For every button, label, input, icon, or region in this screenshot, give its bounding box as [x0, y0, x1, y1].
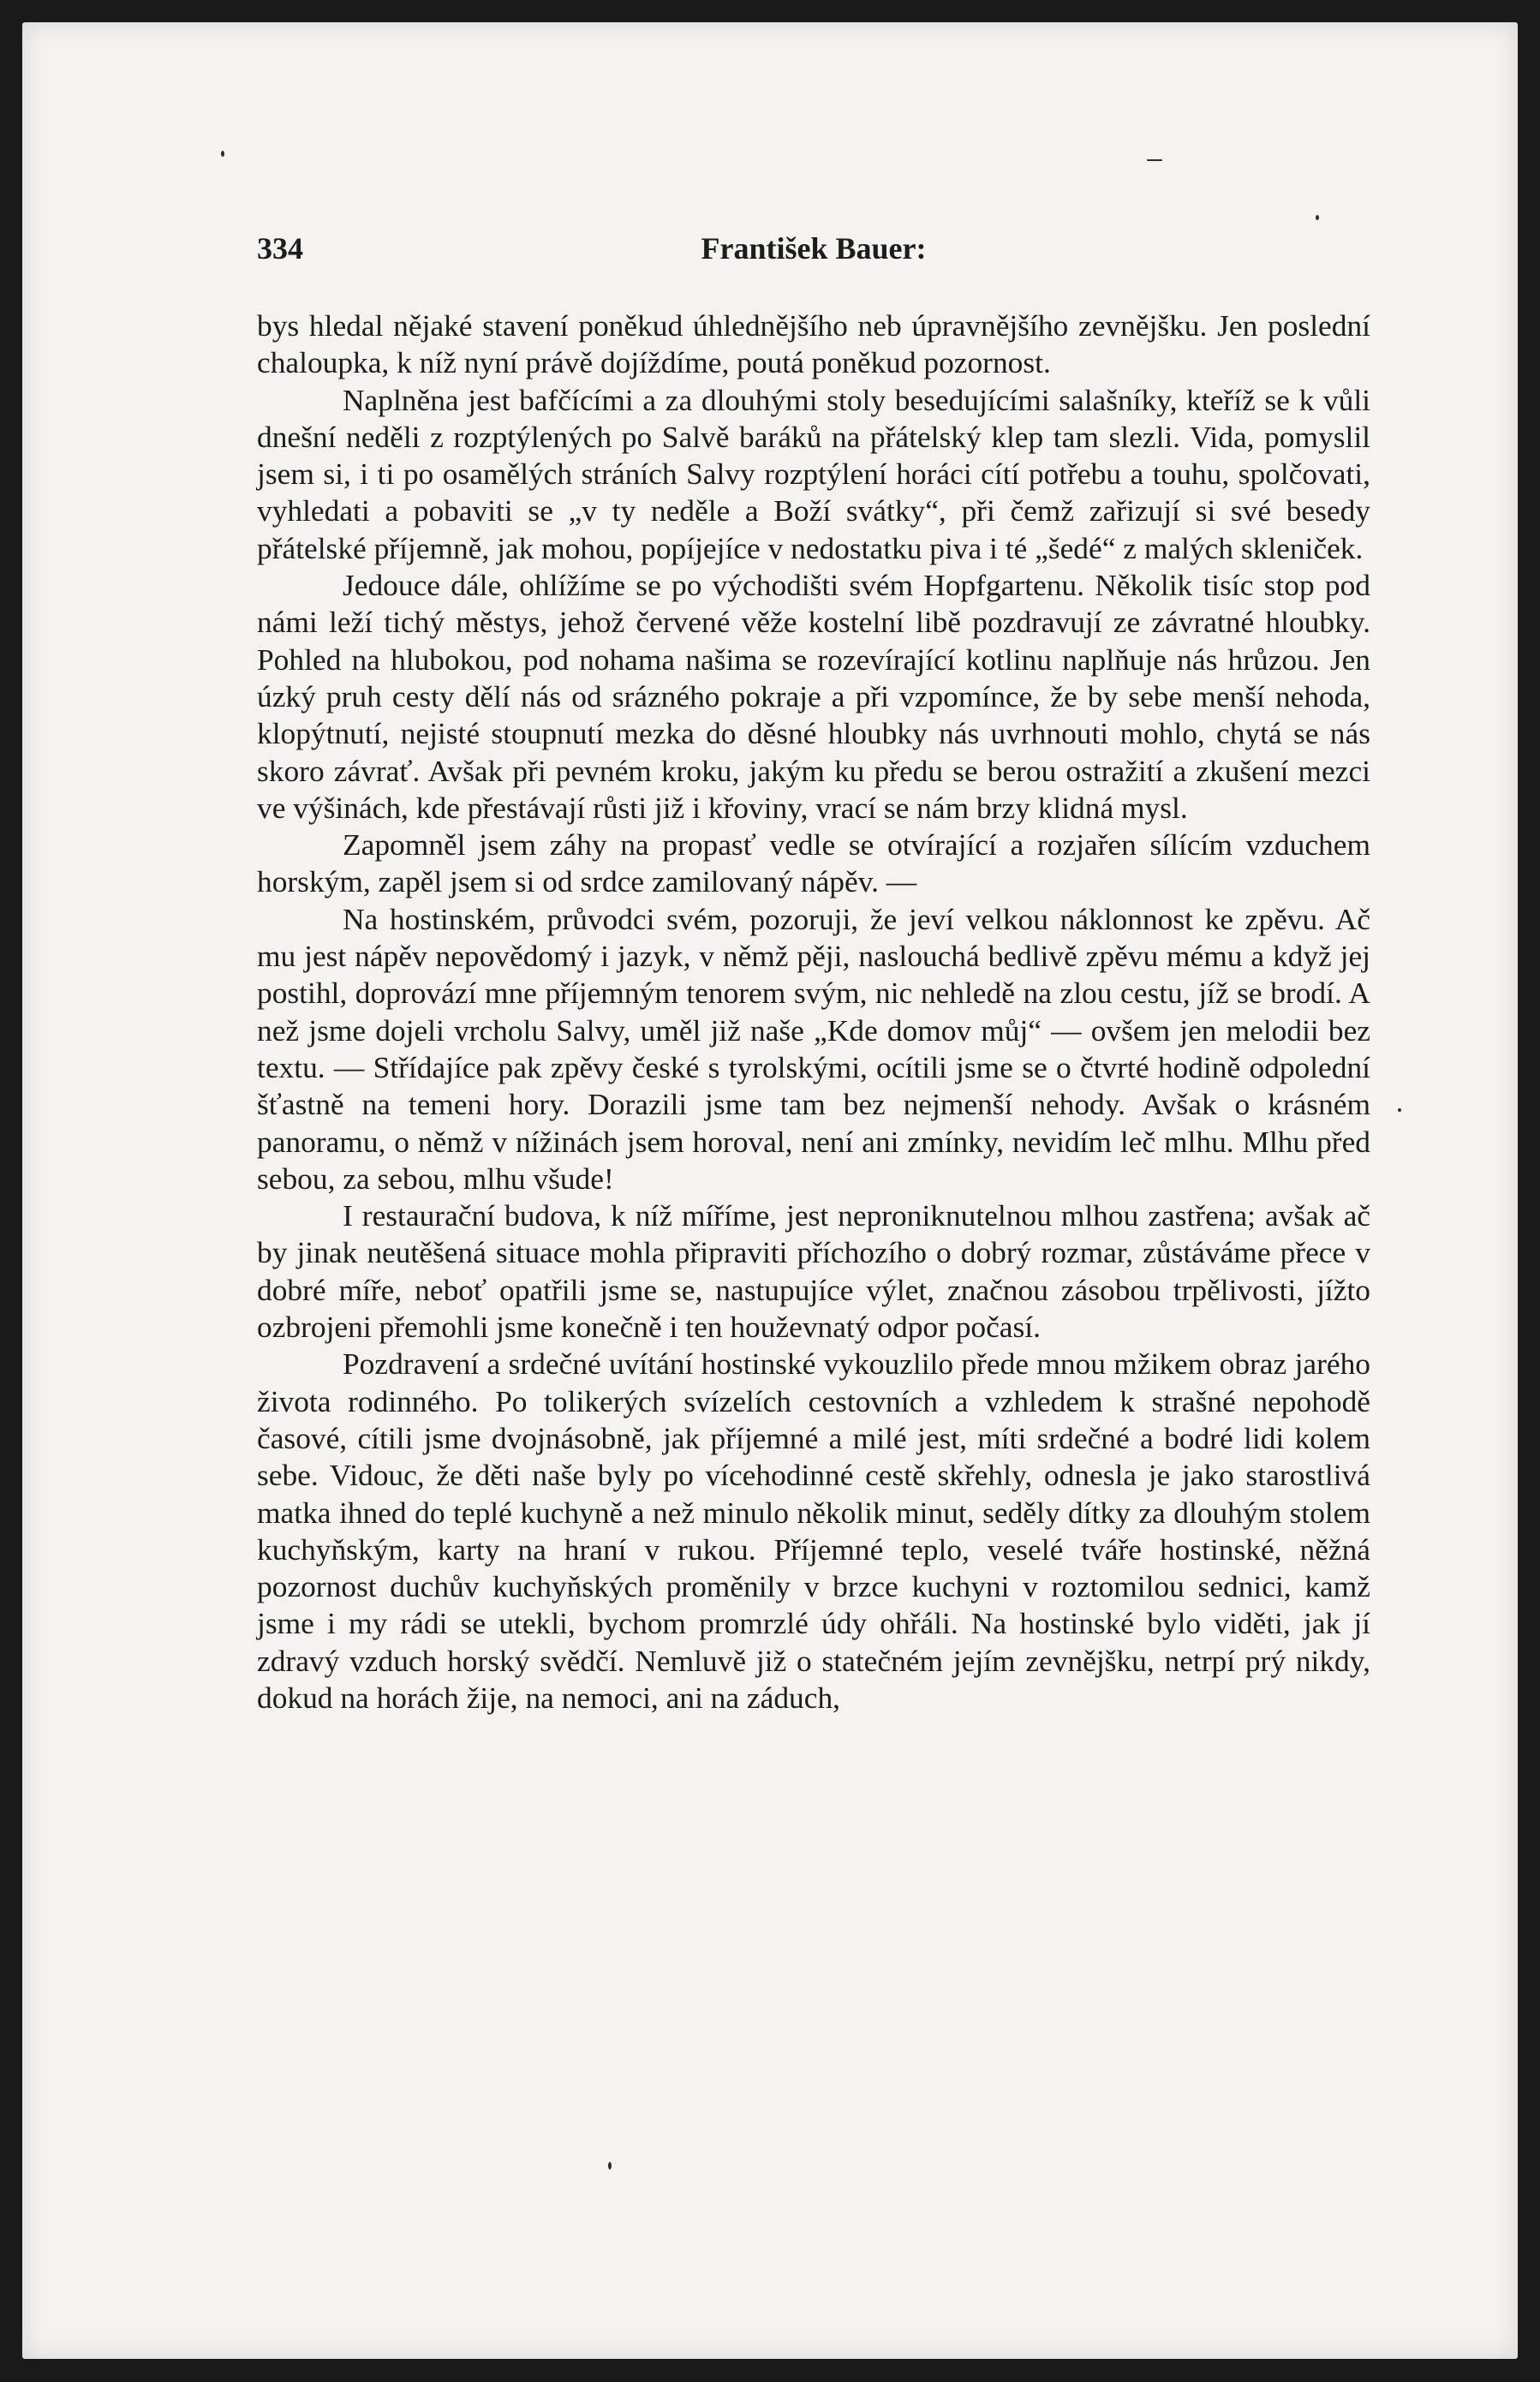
- scan-speck: [608, 2162, 612, 2170]
- scan-speck: [1398, 1108, 1401, 1112]
- scan-speck: [1147, 159, 1162, 161]
- paragraph-2: Naplněna jest bafčícími a za dlouhými stoly besedujícími salašníky, kteříž se k vůli dnešní neděli z rozptýlených po Salvě baráků na přátelský klep tam slezli. Vida, pomyslil jsem si, i ti po osamělých stráních Salvy rozptýlení horáci cítí potřebu a touhu, spolčovati, vyhledati a pobaviti se „v ty neděle a Boží svátky“, při čemž zařizují si své besedy přátelské příjemně, jak mohou, popíjejíce v nedostatku piva i té „šedé“ z malých skleniček.: [257, 382, 1370, 565]
- running-head: [257, 230, 1370, 273]
- running-title: František Bauer:: [701, 231, 927, 266]
- scan-speck: [221, 151, 224, 157]
- paragraph-4: Zapomněl jsem záhy na propasť vedle se otvírající a rozjařen sílícím vzduchem horským, zapěl jsem si od srdce zamilovaný nápěv. —: [257, 827, 1370, 899]
- scan-speck: [1316, 215, 1319, 220]
- paragraph-7: Pozdravení a srdečné uvítání hostinské vykouzlilo přede mnou mžikem obraz jarého života rodinného. Po tolikerých svízelích cestovních a vzhledem k strašné nepohodě časové, cítili jsme dvojnásobně, jak příjemné a milé jest, míti srdečné a bodré lidi kolem sebe. Vidouc, že děti naše byly po vícehodinné cestě skřehly, odnesla je jako starostlivá matka ihned do teplé kuchyně a než minulo několik minut, seděly dítky za dlouhým stolem kuchyňským, karty na hraní v rukou. Příjemné teplo, veselé tváře hostinské, něžná pozornost duchův kuchyňských proměnily v brzce kuchyni v roztomilou sednici, kamž jsme i my rádi se utekli, bychom promrzlé údy ohřáli. Na hostinské bylo viděti, jak jí zdravý vzduch horský svědčí. Nemluvě již o statečném jejím zevnějšku, netrpí prý nikdy, dokud na horách žije, na nemoci, ani na záduch,: [257, 1346, 1370, 1715]
- body-text: [257, 307, 1370, 1716]
- page-number: 334: [257, 231, 303, 266]
- paragraph-1: bys hledal nějaké stavení poněkud úhlednějšího neb úpravnějšího zevnějšku. Jen poslední chaloupka, k níž nyní právě dojíždíme, poutá poněkud pozornost.: [257, 308, 1370, 380]
- paragraph-3: Jedouce dále, ohlížíme se po východišti svém Hopfgartenu. Několik tisíc stop pod námi leží tichý městys, jehož červené věže kostelní libě pozdravují ze závratné hloubky. Pohled na hlubokou, pod nohama našima se rozevírající kotlinu naplňuje nás hrůzou. Jen úzký pruh cesty dělí nás od srázného pokraje a při vzpomínce, že by sebe menší nehoda, klopýtnutí, nejisté stoupnutí mezka do děsné hloubky nás uvrhnouti mohlo, chytá se nás skoro závrať. Avšak při pevném kroku, jakým ku předu se berou ostražití a zkušení mezci ve výšinách, kde přestávají růsti již i křoviny, vrací se nám brzy klidná mysl.: [257, 568, 1370, 825]
- paragraph-5: Na hostinském, průvodci svém, pozoruji, že jeví velkou náklonnost ke zpěvu. Ač mu jest nápěv nepovědomý i jazyk, v němž pěji, naslouchá bedlivě zpěvu mému a když jej postihl, doprovází mne příjemným tenorem svým, nic nehledě na zlou cestu, jíž se brodí. A než jsme dojeli vrcholu Salvy, uměl již naše „Kde domov můj“ — ovšem jen melodii bez textu. — Střídajíce pak zpěvy české s tyrolskými, ocítili jsme se o čtvrté hodině odpolední šťastně na temeni hory. Dorazili jsme tam bez nejmenší nehody. Avšak o krásném panoramu, o němž v nížinách jsem horoval, není ani zmínky, nevidím leč mlhu. Mlhu před sebou, za sebou, mlhu všude!: [257, 901, 1370, 1196]
- book-page: [22, 22, 1518, 2359]
- paragraph-6: I restaurační budova, k níž míříme, jest neproniknutelnou mlhou zastřena; avšak ač by jinak neutěšená situace mohla připraviti příchozího o dobrý rozmar, zůstáváme přece v dobré míře, neboť opatřili jsme se, nastupujíce výlet, značnou zásobou trpělivosti, jížto ozbrojeni přemohli jsme konečně i ten houževnatý odpor počasí.: [257, 1198, 1370, 1345]
